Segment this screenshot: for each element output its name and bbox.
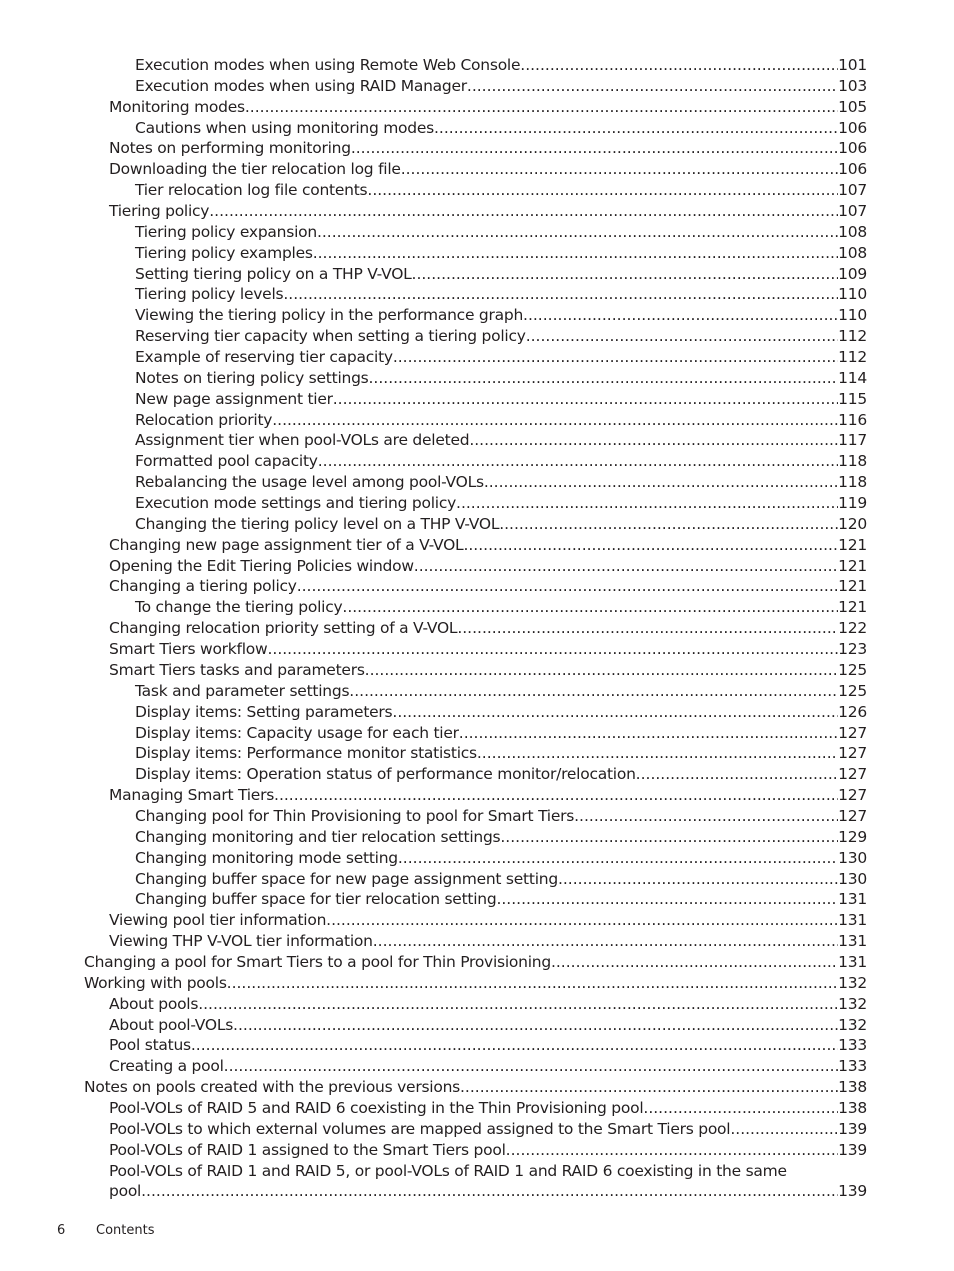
toc-entry-title: Notes on pools created with the previous versions [84,1078,460,1097]
toc-entry-title: Changing buffer space for new page assignment setting [135,869,558,888]
toc-entry-page: 127 [838,765,867,784]
toc-entry[interactable] [135,743,867,764]
toc-entry-title: Execution modes when using RAID Manager [135,76,467,95]
toc-entry-title: Formatted pool capacity [135,452,318,471]
toc-entry-page: 127 [838,806,867,825]
toc-entry[interactable] [109,618,867,639]
toc-entry-title: Tiering policy expansion [135,222,317,241]
toc-entry-page: 106 [838,139,867,158]
toc-entry-page: 130 [838,869,867,888]
toc-entry-title-continued: pool [109,1182,142,1201]
toc-entry[interactable] [84,1077,867,1098]
toc-dot-leader [401,159,838,180]
toc-entry-page: 121 [838,598,867,617]
toc-entry-title: Monitoring modes [109,97,245,116]
toc-entry-page: 138 [838,1098,867,1117]
toc-entry[interactable] [135,430,867,451]
toc-dot-leader [333,389,838,410]
toc-entry-title: Changing monitoring mode setting [135,848,398,867]
footer-page-number: 6 [57,1223,66,1238]
toc-dot-leader [467,76,838,97]
toc-entry[interactable] [135,493,867,514]
toc-entry[interactable] [135,681,867,702]
footer-section-title: Contents [96,1223,155,1238]
toc-entry[interactable] [135,347,867,368]
toc-dot-leader [283,284,838,305]
toc-entry[interactable] [109,639,867,660]
toc-entry-page: 123 [838,640,867,659]
toc-entry[interactable] [135,410,867,431]
toc-entry-page: 139 [838,1119,867,1138]
toc-dot-leader [191,1035,838,1056]
toc-entry[interactable] [135,222,867,243]
toc-entry-page: 125 [838,660,867,679]
toc-dot-leader [457,618,838,639]
toc-entry-title: Smart Tiers tasks and parameters [109,660,365,679]
toc-entry-page: 108 [838,222,867,241]
toc-entry-title: Relocation priority [135,410,273,429]
toc-entry[interactable] [109,535,867,556]
toc-entry-title: About pools [109,994,199,1013]
toc-entry-title: Changing new page assignment tier of a V-VOL [109,535,464,554]
toc-entry[interactable] [135,597,867,618]
toc-entry-title: Rebalancing the usage level among pool-VOLs [135,473,484,492]
toc-entry-page: 110 [838,306,867,325]
toc-entry-page: 126 [838,702,867,721]
toc-dot-leader [526,326,838,347]
toc-dot-leader [318,451,838,472]
toc-entry-page: 120 [838,514,867,533]
toc-dot-leader [477,743,838,764]
toc-entry-title: Reserving tier capacity when setting a tiering policy [135,327,526,346]
toc-entry-title: Tier relocation log file contents [135,181,368,200]
toc-entry[interactable] [135,264,867,285]
toc-dot-leader [198,994,838,1015]
toc-entry-title: To change the tiering policy [135,598,343,617]
toc-entry[interactable] [109,138,867,159]
toc-entry-page: 122 [838,619,867,638]
toc-dot-leader [398,848,838,869]
toc-entry[interactable] [109,1119,867,1140]
toc-entry[interactable] [135,305,867,326]
toc-entry-page: 118 [838,473,867,492]
toc-entry-page: 139 [838,1140,867,1159]
toc-entry-page: 114 [838,368,867,387]
toc-entry-page: 112 [838,327,867,346]
toc-dot-leader [499,514,838,535]
toc-entry[interactable] [109,785,867,806]
toc-entry-page: 125 [838,681,867,700]
toc-entry-page: 132 [838,973,867,992]
toc-entry-page: 117 [838,431,867,450]
toc-entry-title: Assignment tier when pool-VOLs are deleted [135,431,470,450]
toc-dot-leader [456,493,838,514]
toc-entry-title: Pool-VOLs of RAID 5 and RAID 6 coexisting in the Thin Provisioning pool [109,1098,644,1117]
toc-dot-leader [342,597,838,618]
toc-entry-title: Opening the Edit Tiering Policies window [109,556,414,575]
toc-entry-page: 109 [838,264,867,283]
toc-dot-leader [267,639,838,660]
toc-entry-title: Changing a pool for Smart Tiers to a pool for Thin Provisioning [84,952,551,971]
toc-entry-page: 139 [838,1182,867,1201]
toc-entry[interactable] [135,55,867,76]
toc-dot-leader [414,556,838,577]
toc-dot-leader [227,973,839,994]
toc-dot-leader [365,660,839,681]
toc-dot-leader [233,1015,838,1036]
toc-entry[interactable] [135,243,867,264]
toc-dot-leader [484,472,838,493]
toc-entry-title: Tiering policy [109,202,210,221]
toc-entry-page: 115 [838,389,867,408]
toc-dot-leader [469,430,838,451]
toc-entry[interactable] [135,368,867,389]
toc-entry[interactable] [109,97,867,118]
toc-entry-page: 129 [838,827,867,846]
toc-entry-page: 119 [838,494,867,513]
toc-entry[interactable] [109,660,867,681]
toc-dot-leader [351,138,838,159]
toc-entry-title: Viewing the tiering policy in the performance graph [135,306,524,325]
toc-dot-leader [272,410,838,431]
toc-dot-leader [551,952,838,973]
toc-dot-leader [496,889,838,910]
toc-dot-leader [274,785,838,806]
toc-dot-leader [245,97,838,118]
toc-entry[interactable] [109,1140,867,1161]
toc-entry-page: 110 [838,285,867,304]
toc-entry-title: Tiering policy examples [135,243,313,262]
toc-dot-leader [392,702,838,723]
toc-entry-title: Pool-VOLs of RAID 1 assigned to the Smart Tiers pool [109,1140,506,1159]
toc-entry[interactable] [109,159,867,180]
toc-entry[interactable] [109,1035,867,1056]
toc-entry-title: Creating a pool [109,1057,224,1076]
toc-entry[interactable] [135,848,867,869]
toc-entry[interactable] [135,723,867,744]
toc-entry-title: Setting tiering policy on a THP V-VOL [135,264,412,283]
toc-entry-page: 130 [838,848,867,867]
toc-entry-title: Changing relocation priority setting of a V-VOL [109,619,458,638]
toc-entry[interactable] [135,702,867,723]
toc-entry-title: Changing buffer space for tier relocation setting [135,890,497,909]
toc-entry-title: Downloading the tier relocation log file [109,160,401,179]
page-footer [57,1223,154,1238]
toc-entry-page: 112 [838,348,867,367]
toc-entry[interactable] [135,118,867,139]
toc-entry-title: Display items: Performance monitor statistics [135,744,477,763]
toc-entry[interactable] [135,869,867,890]
toc-entry-page: 133 [838,1036,867,1055]
toc-entry-page: 132 [838,1015,867,1034]
toc-dot-leader [558,869,838,890]
toc-entry[interactable] [109,1056,867,1077]
toc-entry-title: Display items: Operation status of performance monitor/relocation [135,765,636,784]
toc-dot-leader [459,723,838,744]
toc-dot-leader [349,681,838,702]
toc-dot-leader [412,264,839,285]
toc-entry-title: Cautions when using monitoring modes [135,118,434,137]
toc-entry-title: Display items: Setting parameters [135,702,393,721]
toc-entry[interactable] [135,889,867,910]
toc-dot-leader [523,305,838,326]
toc-entry-title: Notes on tiering policy settings [135,368,369,387]
toc-entry-page: 131 [838,932,867,951]
table-of-contents [0,55,954,1202]
toc-dot-leader [368,368,838,389]
toc-entry-title: Pool-VOLs of RAID 1 and RAID 5, or pool-VOLs of RAID 1 and RAID 6 coexisting in the same [109,1161,787,1180]
toc-entry-page: 131 [838,952,867,971]
toc-entry[interactable] [109,931,867,952]
toc-entry[interactable] [109,910,867,931]
toc-entry-page: 138 [838,1078,867,1097]
toc-entry[interactable] [109,1015,867,1036]
toc-dot-leader [520,55,838,76]
toc-dot-leader [224,1056,839,1077]
toc-entry-page: 106 [838,160,867,179]
toc-entry-page: 127 [838,723,867,742]
toc-entry-title: Display items: Capacity usage for each tier [135,723,459,742]
toc-entry[interactable] [84,952,867,973]
toc-entry-page: 131 [838,911,867,930]
toc-entry-title: Tiering policy levels [135,285,284,304]
toc-dot-leader [313,243,838,264]
toc-entry-title: About pool-VOLs [109,1015,234,1034]
toc-entry[interactable] [135,514,867,535]
toc-entry-page: 118 [838,452,867,471]
toc-entry-title: Managing Smart Tiers [109,786,275,805]
toc-entry-title: New page assignment tier [135,389,333,408]
toc-dot-leader [209,201,838,222]
toc-entry[interactable] [135,806,867,827]
toc-entry[interactable] [135,827,867,848]
toc-dot-leader [574,806,838,827]
toc-dot-leader [393,347,838,368]
toc-entry-page: 108 [838,243,867,262]
toc-entry-page: 106 [838,118,867,137]
toc-entry-page: 121 [838,556,867,575]
toc-dot-leader [326,910,838,931]
toc-entry[interactable] [109,201,867,222]
toc-entry-title: Working with pools [84,973,227,992]
toc-entry-page: 116 [838,410,867,429]
toc-entry[interactable] [135,326,867,347]
toc-entry-title: Example of reserving tier capacity [135,348,393,367]
toc-entry-title: Viewing THP V-VOL tier information [109,932,373,951]
toc-entry-title: Notes on performing monitoring [109,139,351,158]
toc-entry-page: 105 [838,97,867,116]
toc-entry-title: Execution modes when using Remote Web Console [135,56,521,74]
toc-entry-page: 121 [838,577,867,596]
toc-entry-title: Viewing pool tier information [109,911,327,930]
toc-entry[interactable] [135,389,867,410]
toc-entry[interactable] [109,1098,867,1119]
toc-dot-leader [434,118,838,139]
toc-entry-page: 107 [838,181,867,200]
toc-entry-title: Changing monitoring and tier relocation settings [135,827,501,846]
toc-entry-title: Execution mode settings and tiering policy [135,494,457,513]
toc-dot-leader [643,1098,838,1119]
toc-entry-page: 132 [838,994,867,1013]
toc-entry[interactable] [135,451,867,472]
toc-entry-wrapped-line1[interactable] [109,1161,867,1182]
toc-entry-title: Task and parameter settings [135,681,350,700]
toc-entry-page: 127 [838,786,867,805]
toc-dot-leader [730,1119,838,1140]
toc-entry[interactable] [135,76,867,97]
toc-entry[interactable] [135,472,867,493]
toc-entry-title: Changing the tiering policy level on a THP V-VOL [135,514,500,533]
toc-entry[interactable] [109,576,867,597]
toc-dot-leader [500,827,838,848]
toc-entry-page: 131 [838,890,867,909]
toc-entry-page: 103 [838,76,867,95]
toc-entry-title: Pool status [109,1036,191,1055]
toc-entry[interactable] [135,180,867,201]
toc-entry-title: Smart Tiers workflow [109,640,268,659]
toc-dot-leader [317,222,838,243]
toc-entry-title: Pool-VOLs to which external volumes are mapped assigned to the Smart Tiers pool [109,1119,731,1138]
toc-entry-page: 121 [838,535,867,554]
toc-entry-page: 127 [838,744,867,763]
toc-dot-leader [636,764,838,785]
toc-entry-title: Changing pool for Thin Provisioning to pool for Smart Tiers [135,806,575,825]
toc-dot-leader [506,1140,838,1161]
toc-dot-leader [373,931,838,952]
toc-dot-leader [463,535,838,556]
toc-entry[interactable] [84,973,867,994]
toc-entry[interactable] [109,994,867,1015]
toc-dot-leader [297,576,838,597]
toc-entry-wrapped-line2[interactable] [109,1181,867,1202]
toc-entry-title: Changing a tiering policy [109,577,297,596]
toc-entry-page: 101 [838,56,867,74]
toc-entry[interactable] [135,764,867,785]
toc-entry[interactable] [109,556,867,577]
toc-dot-leader [460,1077,838,1098]
toc-dot-leader [367,180,838,201]
toc-dot-leader [141,1181,838,1202]
toc-entry[interactable] [135,284,867,305]
toc-entry-page: 133 [838,1057,867,1076]
toc-entry-page: 107 [838,202,867,221]
